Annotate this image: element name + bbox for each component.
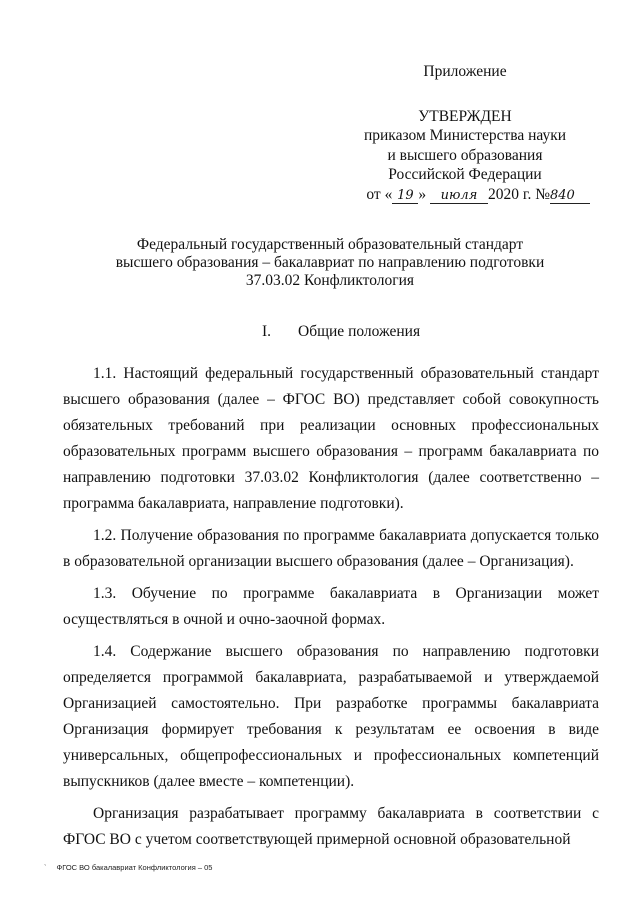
date-mid: » <box>418 185 427 203</box>
title-line-2: высшего образования – бакалавриат по направлению подготовки <box>115 254 545 271</box>
paragraph-1-1: 1.1. Настоящий федеральный государственный образовательный стандарт высшего образования (далее – ФГОС ВО) представляет собой совокупность обязательных требований при реализации основных профессиональных образовательных программ высшего образования – программ бакалавриата по направлению подготовки 37.03.02 Конфликтология (далее соответственно – программа бакалавриата, направление подготовки). <box>63 365 599 512</box>
paragraph-organization: Организация разрабатывает программу бакалавриата в соответствии с ФГОС ВО с учетом соответствующей примерной основной образовательной <box>63 805 599 848</box>
section-number: I. <box>262 323 272 340</box>
approved-label: УТВЕРЖДЕН <box>418 107 512 125</box>
paragraph-1-4: 1.4. Содержание высшего образования по направлению подготовки определяется программой бакалавриата, разрабатываемой и утверждаемой Организацией самостоятельно. При разработке программы бакалавриата Организация формирует требования к результатам ее освоения в виде универсальных, общепрофессиональных и профессиональных компетенций выпускников (далее вместе – компетенции). <box>63 643 599 790</box>
footer-text: ФГОС ВО бакалавриат Конфликтология – 05 <box>56 863 213 872</box>
section-title: Общие положения <box>298 323 421 340</box>
approval-line-1: приказом Министерства науки <box>363 127 567 144</box>
approval-line-2: и высшего образования <box>387 146 543 164</box>
approval-block <box>330 62 600 204</box>
approval-line-3: Российской Федерации <box>388 166 542 183</box>
handwritten-order-number: 840 <box>550 189 590 204</box>
handwritten-month: июля <box>430 189 488 204</box>
document-title <box>60 236 600 290</box>
page-footer <box>44 863 212 872</box>
title-line-1: Федеральный государственный образовательный стандарт <box>136 236 524 253</box>
paragraph-1-2: 1.2. Получение образования по программе бакалавриата допускается только в образовательной организации высшего образования (далее – Организация). <box>63 527 599 570</box>
title-line-3: 37.03.02 Конфликтология <box>245 272 415 289</box>
date-prefix: от « <box>366 185 393 203</box>
handwritten-day: 19 <box>392 189 418 204</box>
order-date-line <box>330 185 600 205</box>
appendix-label: Приложение <box>423 63 507 80</box>
paragraph-1-3: 1.3. Обучение по программе бакалавриата в Организации может осуществляться в очной и очно-заочной формах. <box>63 585 599 628</box>
footer-mark: ` <box>44 863 47 872</box>
body-text <box>63 361 599 853</box>
year-text: 2020 г. № <box>487 185 550 203</box>
